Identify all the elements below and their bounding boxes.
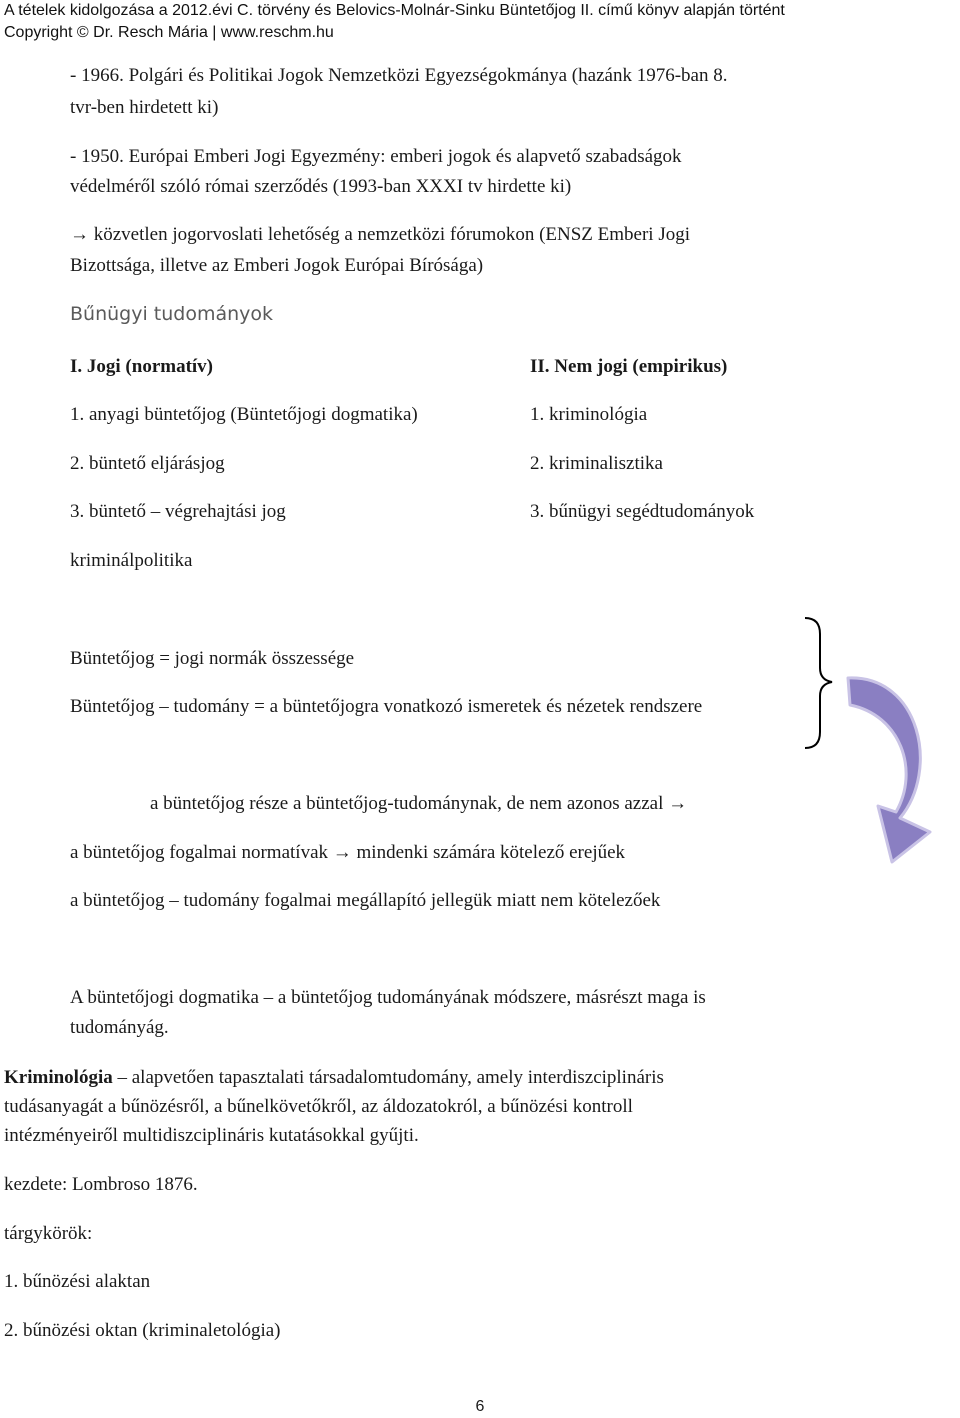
list-item: 2. büntető eljárásjog	[70, 453, 225, 474]
targykorok-label: tárgykörök:	[4, 1223, 93, 1244]
intro-line: - 1950. Európai Emberi Jogi Egyezmény: emberi jogok és alapvető szabadságok	[70, 146, 682, 167]
dogmatika-line: A büntetőjogi dogmatika – a büntetőjog tudományának módszere, másrészt maga is	[70, 987, 706, 1008]
definition-line: Büntetőjog = jogi normák összessége	[70, 648, 355, 669]
curved-arrow-icon	[848, 678, 930, 862]
kriminologia-term: Kriminológia	[4, 1067, 113, 1088]
note-line: a büntetőjog része a büntetőjog-tudománynak, de nem azonos azzal →	[150, 793, 688, 814]
list-item: 3. büntető – végrehajtási jog	[70, 501, 286, 522]
list-item: 2. bűnözési oktan (kriminaletológia)	[4, 1320, 281, 1341]
kriminologia-line: tudásanyagát a bűnözésről, a bűnelkövetőkről, az áldozatokról, a bűnözési kontroll	[4, 1096, 633, 1117]
list-item: 3. bűnügyi segédtudományok	[530, 501, 755, 522]
intro-line: → közvetlen jogorvoslati lehetőség a nemzetközi fórumokon (ENSZ Emberi Jogi	[70, 224, 690, 245]
note-line: a büntetőjog – tudomány fogalmai megállapító jellegük miatt nem kötelezőek	[70, 890, 661, 911]
definition-line: Büntetőjog – tudomány = a büntetőjogra vonatkozó ismeretek és nézetek rendszere	[70, 696, 703, 717]
header-title: A tételek kidolgozása a 2012.évi C. törvény és Belovics-Molnár-Sinku Büntetőjog II. című könyv alapján történt	[4, 2, 785, 19]
page-number: 6	[475, 1398, 485, 1415]
intro-line: tvr-ben hirdetett ki)	[70, 97, 219, 118]
kriminologia-line	[4, 1066, 664, 1090]
intro-line: Bizottsága, illetve az Emberi Jogok Európai Bírósága)	[70, 255, 484, 276]
intro-line: - 1966. Polgári és Politikai Jogok Nemzetközi Egyezségokmánya (hazánk 1976-ban 8.	[70, 65, 728, 86]
kezdete-line: kezdete: Lombroso 1876.	[4, 1174, 198, 1195]
section-heading: Bűnügyi tudományok	[70, 303, 274, 325]
brace-icon	[805, 618, 832, 748]
list-item: 1. kriminológia	[530, 404, 648, 425]
column-title-empirical: II. Nem jogi (empirikus)	[530, 356, 728, 377]
column-title-legal: I. Jogi (normatív)	[70, 356, 214, 377]
list-item: 1. bűnözési alaktan	[4, 1271, 151, 1292]
kriminologia-definition: – alapvetően tapasztalati társadalomtudomány, amely interdiszciplináris	[112, 1067, 664, 1088]
intro-line: védelméről szóló római szerződés (1993-ban XXXI tv hirdette ki)	[70, 176, 572, 197]
kriminologia-line: intézményeiről multidiszciplináris kutatásokkal gyűjti.	[4, 1125, 419, 1146]
note-line: a büntetőjog fogalmai normatívak → mindenki számára kötelező erejűek	[70, 842, 626, 863]
dogmatika-line: tudományág.	[70, 1017, 169, 1038]
list-item: 1. anyagi büntetőjog (Büntetőjogi dogmatika)	[70, 404, 418, 425]
list-item-extra: kriminálpolitika	[70, 550, 193, 571]
header-copyright: Copyright © Dr. Resch Mária | www.reschm.hu	[4, 24, 334, 41]
list-item: 2. kriminalisztika	[530, 453, 663, 474]
